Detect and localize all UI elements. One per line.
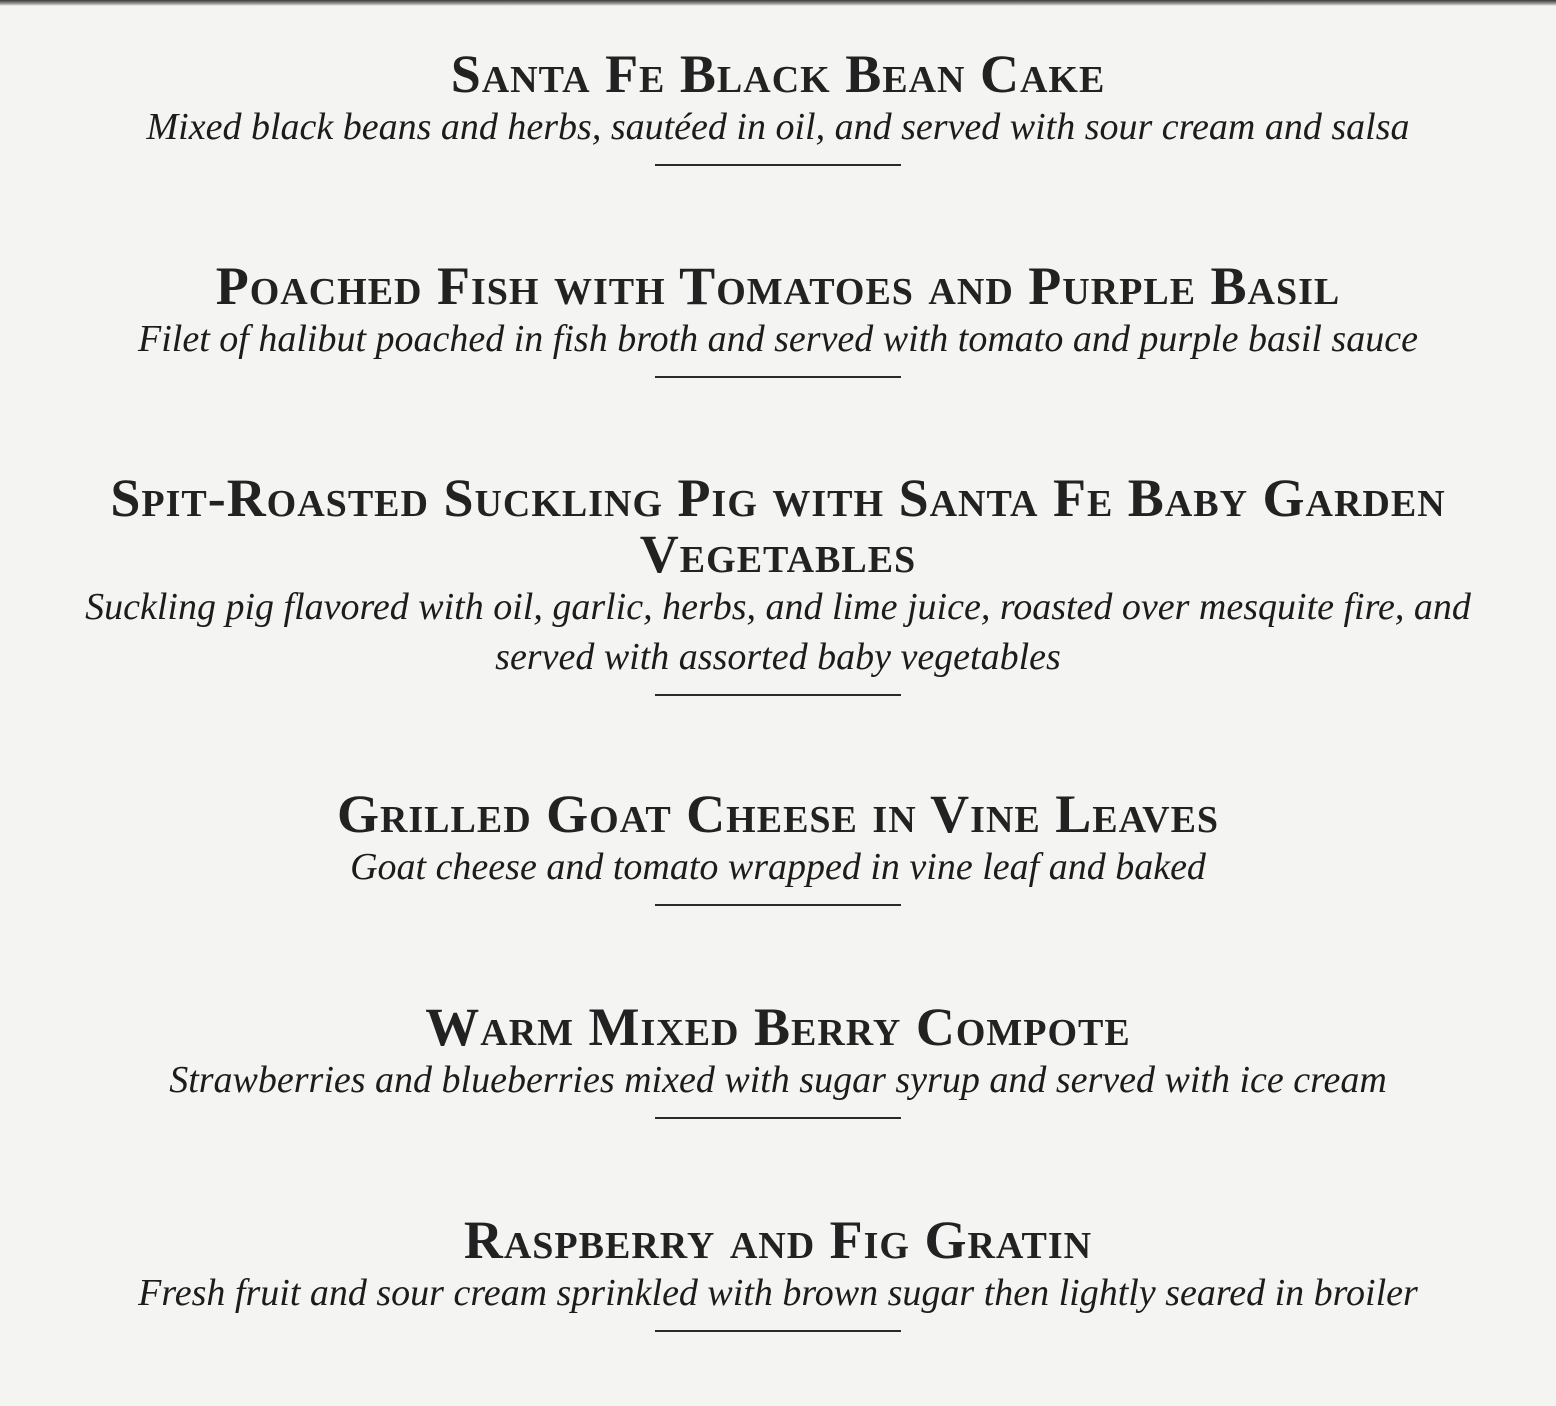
menu-item-description: Strawberries and blueberries mixed with sugar syrup and served with ice cream <box>169 1059 1387 1101</box>
menu-item-description: Goat cheese and tomato wrapped in vine leaf and baked <box>350 846 1206 888</box>
menu-item-title: Grilled Goat Cheese in Vine Leaves <box>336 784 1220 844</box>
menu-item <box>0 999 1556 1119</box>
divider <box>655 1330 901 1332</box>
menu-item <box>0 470 1556 696</box>
menu-item <box>0 786 1556 906</box>
divider <box>655 376 901 378</box>
menu-item-description: Suckling pig flavored with oil, garlic, herbs, and lime juice, roasted over mesquite fire, and served with assorted baby vegetables <box>85 586 1471 678</box>
divider <box>655 694 901 696</box>
menu-item-title: Santa Fe Black Bean Cake <box>450 44 1106 104</box>
menu-item-description: Mixed black beans and herbs, sautéed in oil, and served with sour cream and salsa <box>146 106 1410 148</box>
menu-item <box>0 258 1556 378</box>
menu-item <box>0 1212 1556 1332</box>
menu-item-title: Poached Fish with Tomatoes and Purple Basil <box>215 256 1341 316</box>
menu-item-title: Warm Mixed Berry Compote <box>425 997 1131 1057</box>
menu-item-description: Fresh fruit and sour cream sprinkled with brown sugar then lightly seared in broiler <box>138 1272 1418 1314</box>
divider <box>655 164 901 166</box>
menu-item-title: Raspberry and Fig Gratin <box>463 1210 1093 1270</box>
menu-item-description: Filet of halibut poached in fish broth and served with tomato and purple basil sauce <box>138 318 1418 360</box>
menu-item-title: Spit-Roasted Suckling Pig with Santa Fe Baby Garden Vegetables <box>110 468 1446 584</box>
divider <box>655 1117 901 1119</box>
divider <box>655 904 901 906</box>
menu-item <box>0 46 1556 166</box>
